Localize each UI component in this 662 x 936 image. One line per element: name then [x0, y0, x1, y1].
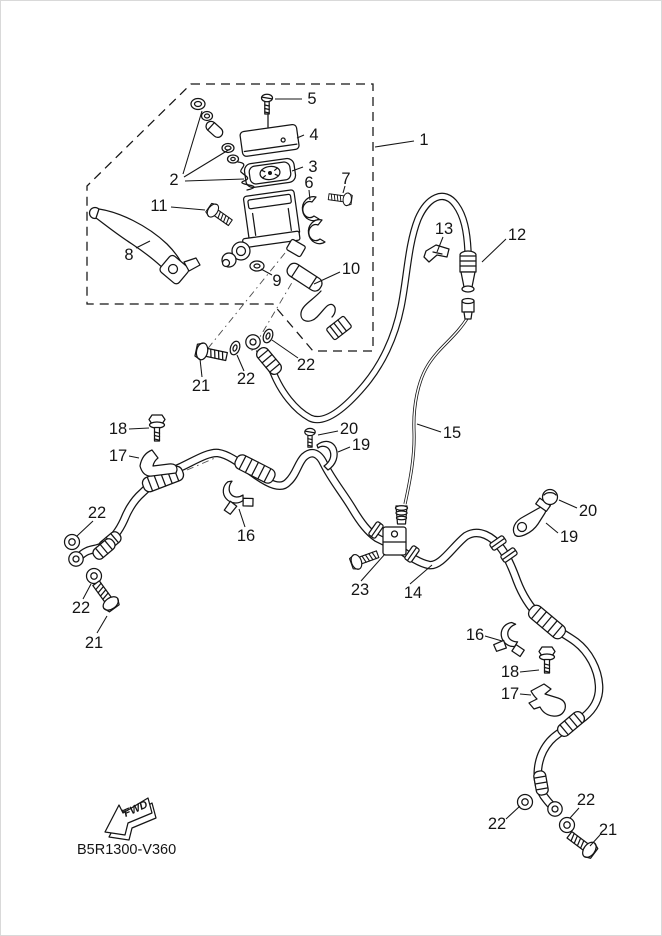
- clamp-17-left: [140, 450, 177, 476]
- callout-label-15: 15: [442, 424, 462, 442]
- screw-20-left: [305, 428, 315, 447]
- callout-label-14: 14: [403, 584, 423, 602]
- leader-line-21: [97, 616, 107, 633]
- callout-label-11: 11: [150, 197, 168, 215]
- leader-line-15: [417, 424, 441, 432]
- leader-line-22: [77, 521, 93, 536]
- callout-label-16: 16: [236, 527, 256, 545]
- leader-line-22: [506, 806, 520, 819]
- callout-label-18: 18: [500, 663, 520, 681]
- banjo-eye-bottom-right: [548, 802, 562, 816]
- callout-label-21: 21: [191, 377, 211, 395]
- pipe-fitting-lower: [396, 506, 408, 524]
- diaphragm-3: [244, 158, 297, 189]
- leader-line-18: [129, 428, 149, 429]
- bolt-18-left: [149, 415, 165, 441]
- leader-line-22: [570, 808, 579, 818]
- callout-label-10: 10: [341, 260, 361, 278]
- callout-label-17: 17: [108, 447, 128, 465]
- callout-label-22: 22: [87, 504, 107, 522]
- union-bolt-21-bottom-right: [564, 828, 599, 860]
- callout-label-18: 18: [108, 420, 128, 438]
- callout-label-19: 19: [351, 436, 371, 454]
- callout-label-22: 22: [296, 356, 316, 374]
- leader-line-11: [171, 207, 205, 210]
- fwd-label: FWD: [121, 798, 150, 820]
- callout-label-17: 17: [500, 685, 520, 703]
- washer-22-br-right: [560, 818, 575, 833]
- callout-label-1: 1: [419, 131, 429, 149]
- callout-label-16: 16: [465, 626, 485, 644]
- leader-line-14: [410, 565, 432, 584]
- callout-label-12: 12: [507, 226, 527, 244]
- callout-label-22: 22: [236, 370, 256, 388]
- callout-label-9: 9: [272, 272, 282, 290]
- clamp-17-right: [529, 684, 565, 716]
- banjo-eye-top: [246, 335, 260, 349]
- callout-label-2: 2: [169, 171, 179, 189]
- callout-label-20: 20: [339, 420, 359, 438]
- callout-label-21: 21: [598, 821, 618, 839]
- diagram-code: B5R1300-V360: [77, 842, 177, 858]
- hose-crimp-fitting-12: [460, 251, 476, 292]
- callout-label-13: 13: [434, 220, 454, 238]
- leader-line-2: [183, 111, 202, 174]
- callout-label-22: 22: [576, 791, 596, 809]
- leader-line-2: [185, 179, 244, 181]
- screw-5: [262, 94, 273, 114]
- leader-line-20: [559, 500, 577, 508]
- leader-line-17: [520, 694, 531, 695]
- front-brake-hose-right: [397, 533, 599, 808]
- callout-label-3: 3: [308, 158, 318, 176]
- leader-line-22: [237, 355, 244, 371]
- callout-label-21: 21: [84, 634, 104, 652]
- callout-label-22: 22: [487, 815, 507, 833]
- washer-22-top-left: [228, 340, 241, 356]
- leader-line-17: [129, 456, 139, 458]
- clamp-16-left: [215, 475, 256, 516]
- washer-22-left-upper: [65, 535, 80, 550]
- reservoir-cap-4: [240, 124, 300, 157]
- clamp-6: [302, 197, 325, 244]
- union-bolt-21-top: [194, 342, 228, 365]
- assembly-axis-lines: [187, 253, 300, 470]
- callout-label-7: 7: [341, 170, 351, 188]
- brake-lever-8: [90, 208, 201, 286]
- leader-line-12: [482, 239, 506, 262]
- callout-label-4: 4: [309, 126, 319, 144]
- leader-line-22: [272, 340, 298, 358]
- pipe-clip-13: [424, 245, 449, 262]
- leader-line-19: [338, 447, 350, 452]
- bolt-7: [328, 190, 353, 206]
- exploded-parts-diagram: [1, 1, 661, 935]
- leader-line-22: [83, 584, 91, 599]
- washer-22-br-left: [518, 795, 533, 810]
- pipe-flare-nut: [462, 299, 474, 320]
- callout-label-19: 19: [559, 528, 579, 546]
- leader-line-1: [375, 141, 414, 147]
- bolt-23: [349, 547, 380, 571]
- leader-line-19: [546, 523, 558, 533]
- leader-line-20: [318, 431, 338, 435]
- leader-line-2: [184, 149, 230, 177]
- holder-19-right: [513, 507, 545, 536]
- assembly-box-1: [87, 84, 373, 351]
- bolt-18-right: [539, 647, 555, 673]
- tee-joint-14: [383, 527, 406, 555]
- callout-label-20: 20: [578, 502, 598, 520]
- master-cylinder-body: [222, 190, 306, 271]
- fwd-arrow: [105, 798, 156, 840]
- callout-label-8: 8: [124, 246, 134, 264]
- leader-line-9: [261, 269, 272, 275]
- leader-line-18: [520, 670, 539, 672]
- bolt-11: [205, 202, 235, 229]
- clamp-16-right: [492, 620, 528, 657]
- leader-line-21: [200, 359, 202, 377]
- callout-label-6: 6: [304, 174, 314, 192]
- callout-label-5: 5: [307, 90, 317, 108]
- callout-label-23: 23: [350, 581, 370, 599]
- callout-label-22: 22: [71, 599, 91, 617]
- banjo-eye-left: [69, 552, 83, 566]
- leader-line-16: [239, 509, 245, 527]
- brake-pipe-15: [405, 317, 468, 504]
- leader-line-16: [485, 636, 502, 641]
